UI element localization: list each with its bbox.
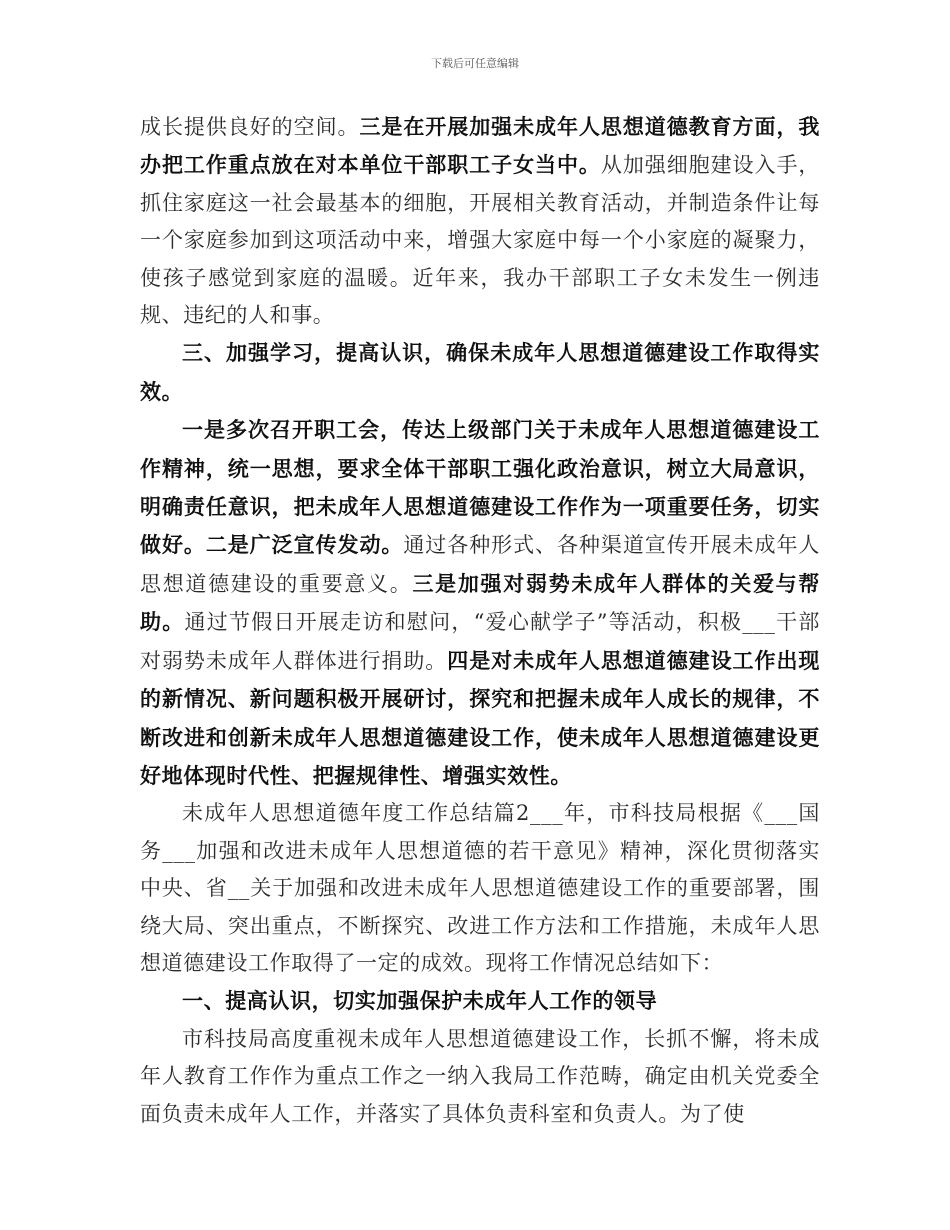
paragraph [140, 411, 820, 795]
paragraph [140, 108, 820, 334]
page-header: 下载后可任意编辑 [431, 57, 519, 70]
paragraph [140, 334, 820, 411]
bold-text-run: 三、加强学习，提高认识，确保未成年人思想道德建设工作取得实效。 [140, 340, 820, 404]
text-run: 通过各种形式、各种渠道宣传开展未成年人思想道德建设的重要意义。 [140, 533, 820, 596]
text-run: 通过节假日开展走访和慰问，“爱心献学子”等活动，积极___干部对弱势未成年人群体进行捐助。 [140, 610, 820, 673]
bold-text-run: 一是多次召开职工会，传达上级部门关于未成年人思想道德建设工作精神，统一思想，要求全体干部职工强化政治意识，树立大局意识，明确责任意识，把未成年人思想道德建设工作作为一项重要任务，切实做好。二是广泛宣传发动。 [140, 417, 820, 558]
paragraph [140, 795, 820, 982]
bold-text-run: 三是在开展加强未成年人思想道德教育方面，我办把工作重点放在对本单位干部职工子女当中。 [140, 114, 820, 178]
text-run: 未成年人思想道德年度工作总结篇2___年，市科技局根据《___国务___加强和改进未成年人思想道德的若干意见》精神，深化贯彻落实中央、省__关于加强和改进未成年人思想道德建设工作的重要部署，围绕大局、突出重点，不断探究、改进工作方法和工作措施，未成年人思想道德建设工作取得了一定的成效。现将工作情况总结如下： [140, 801, 820, 975]
paragraph [140, 982, 820, 1020]
text-run: 市科技局高度重视未成年人思想道德建设工作，长抓不懈，将未成年人教育工作作为重点工作之一纳入我局工作范畴，确定由机关党委全面负责未成年人工作，并落实了具体负责科室和负责人。为了使 [140, 1026, 820, 1126]
bold-text-run: 一、提高认识，切实加强保护未成年人工作的领导 [182, 988, 658, 1014]
bold-text-run: 三是加强对弱势未成年人群体的关爱与帮助。 [140, 570, 820, 635]
bold-text-run: 四是对未成年人思想道德建设工作出现的新情况、新问题积极开展研讨，探究和把握未成年人成长的规律，不断改进和创新未成年人思想道德建设工作，使未成年人思想道德建设更好地体现时代性、把握规律性、增强实效性。 [140, 647, 820, 788]
text-run: 成长提供良好的空间。 [140, 115, 360, 139]
text-run: 从加强细胞建设入手，抓住家庭这一社会最基本的细胞，开展相关教育活动，并制造条件让每一个家庭参加到这项活动中来，增强大家庭中每一个小家庭的凝聚力，使孩子感觉到家庭的温暖。近年来，我办干部职工子女未发生一例违规、违纪的人和事。 [140, 153, 820, 328]
paragraph [140, 1021, 820, 1133]
document-body [140, 108, 820, 1133]
